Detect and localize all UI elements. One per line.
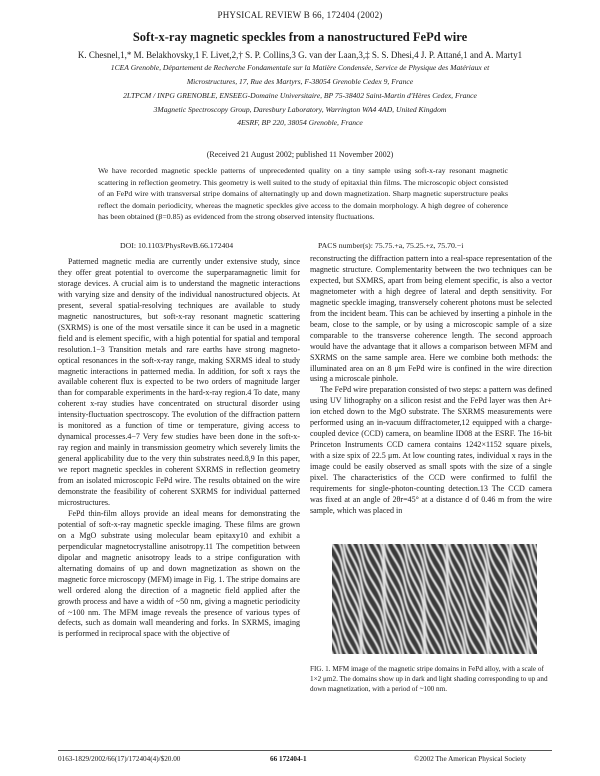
- mfm-stripe-domain-image: [332, 544, 537, 654]
- pacs-numbers: PACS number(s): 75.75.+a, 75.25.+z, 75.70.−i: [318, 241, 464, 250]
- received-date: (Received 21 August 2002; published 11 November 2002): [206, 150, 394, 159]
- footer-copyright: ©2002 The American Physical Society: [414, 755, 526, 763]
- affiliation-3: 3Magnetic Spectroscopy Group, Daresbury Laboratory, Warrington WA4 4AD, United Kingdom: [153, 105, 447, 114]
- body-column-left: [58, 257, 300, 640]
- author-list: K. Chesnel,1,* M. Belakhovsky,1 F. Livet,2,† S. P. Collins,3 G. van der Laan,3,‡ S. S. Dhesi,4 J. P. Attané,1 and A. Marty1: [77, 50, 523, 60]
- body-paragraph: FePd thin-film alloys provide an ideal means for demonstrating the potential of soft-x-ray magnetic speckle imaging. These films are grown on a MgO substrate using molecular beam epitaxy10 and exhibit a perpendicular magnetocrystalline anisotropy.11 The competition between dipolar and magnetic anisotropy leads to a stripe configuration with alternating domains of up and down magnetization as shown on the magnetic force microscopy (MFM) image in Fig. 1. The stripe domains are well ordered along the direction of a magnetic field applied after the growth process and have a width of ~50 nm, giving a magnetic periodicity of ~100 nm. The MFM image reveals the presence of various types of defects, such as domain wall meandering and forks. In SXRMS, imaging is performed in reciprocal space with the objective of: [58, 508, 300, 639]
- paper-title: Soft-x-ray magnetic speckles from a nanostructured FePd wire: [132, 30, 468, 44]
- body-paragraph: The FePd wire preparation consisted of two steps: a pattern was defined using UV lithography on a silicon resist and the FePd layer was then Ar+ ion etched down to the MgO substrate. The SXRMS measurements were performed using an in-vacuum diffractometer,12 equipped with a charge-coupled device (CCD) camera, on beamline ID08 at the ESRF. The 16-bit Princeton Instruments CCD camera contains 1242×1152 square pixels, with a size spix of 22.5 μm. At low counting rates, individual x rays in the image could be easily observed as small spots with the size of a single pixel. The characteristics of the CCD were confirmed to fulfil the requirements for single-photon-counting detection.13 The CCD camera was fixed at an angle of 2θr=45° at a distance d of 0.46 m from the wire sample, which was placed in: [310, 385, 552, 515]
- footer-issn: 0163-1829/2002/66(17)/172404(4)/$20.00: [58, 755, 181, 763]
- figure-caption: FIG. 1. MFM image of the magnetic stripe domains in FePd alloy, with a scale of 1×2 μm2. The domains show up in dark and light shading corresponding to up and down magnetization, with a period of ~100 nm.: [310, 665, 548, 694]
- abstract: We have recorded magnetic speckle patterns of unprecedented quality on a tiny sample using soft-x-ray resonant magnetic scattering in reflection geometry. This geometry is well suited to the study of epitaxial thin films. The microscopic object consisted of an FePd wire with transversal stripe domains of alternatingly up and down magnetization. Sharp magnetic superstructure peaks reflect the domain periodicity, whereas the magnetic speckles give access to the domain morphology. A high degree of coherence has been obtained (β=0.85) as evidenced from the strong observed intensity fluctuations.: [98, 166, 508, 222]
- body-column-right: [310, 254, 552, 517]
- affiliation-2: 2LTPCM / INPG GRENOBLE, ENSEEG-Domaine Universitaire, BP 75-38402 Saint-Martin d'Hères Cedex, France: [123, 91, 477, 100]
- affiliation-1-cont: Microstructures, 17, Rue des Martyrs, F-38054 Grenoble Cedex 9, France: [186, 77, 414, 86]
- mfm-stripe-pattern: [332, 544, 537, 654]
- footer-rule: [58, 750, 552, 751]
- footer-page-number: 66 172404-1: [270, 755, 307, 763]
- affiliation-1: 1CEA Grenoble, Département de Recherche Fondamentale sur la Matière Condensée, Service de Physique des Matériaux et: [110, 63, 490, 72]
- body-paragraph: reconstructing the diffraction pattern into a real-space representation of the magnetic structure. Complementarity between the two techniques can be expected, but SXMRS, apart from being element specific, is also a vector magnetometer with a high degree of lateral and depth sensitivity. For magnetic speckle imaging, transversely coherent photons must be selected from the incident beam. This can be achieved by inserting a pinhole in the beam, close to the sample, or by using a microscopic sample of a size comparable to the transverse coherence length. The second approach would have the advantage that it allows a comparison between MFM and SXRMS on the same sample area. Here we combine both methods: the illuminated area on an 8 μm FePd wire is confined in the wire direction using a microscale pinhole.: [310, 254, 552, 384]
- body-paragraph: Patterned magnetic media are currently under extensive study, since they offer great potential to overcome the superparamagnetic limit for storage devices. A crucial aim is to understand the magnetic interactions with varying size and density of the individual nanostructured objects. At present, several spatial-resolving techniques are available to study magnetic nanostructures, but soft-x-ray resonant magnetic scattering (SXRMS) is one of the most versatile since it can be used in a magnetic field and is element specific, with a high potential for spatial and temporal resolution.1−3 Transition metals and rare earths have strong magneto-optical resonances in the soft-x-ray range, making SXRMS ideal to study magnetic interactions in patterned media. In addition, for soft x rays the available coherent flux is expected to be two orders of magnitude larger than for comparable experiments in the hard-x-ray region.4 To date, many coherent x-ray studies have concentrated on structural disorder using intensity-fluctuation spectroscopy. The evolution of the diffraction pattern is monitored as a function of time or temperature, giving access to dynamical processes.4−7 Very few studies have been done in the soft-x-ray region and mainly in transmission geometry which severely limits the general applicability due to the very thin substrates need.8,9 In this paper, we report magnetic speckles in coherent SXRMS in reflection geometry from an isolated microscopic FePd wire. The results obtained on the wire demonstrate the feasibility of coherent SXRMS for individual patterned microstructures.: [58, 257, 300, 507]
- affiliation-4: 4ESRF, BP 220, 38054 Grenoble, France: [237, 118, 363, 127]
- journal-header: PHYSICAL REVIEW B 66, 172404 (2002): [217, 10, 383, 20]
- doi: DOI: 10.1103/PhysRevB.66.172404: [120, 241, 234, 250]
